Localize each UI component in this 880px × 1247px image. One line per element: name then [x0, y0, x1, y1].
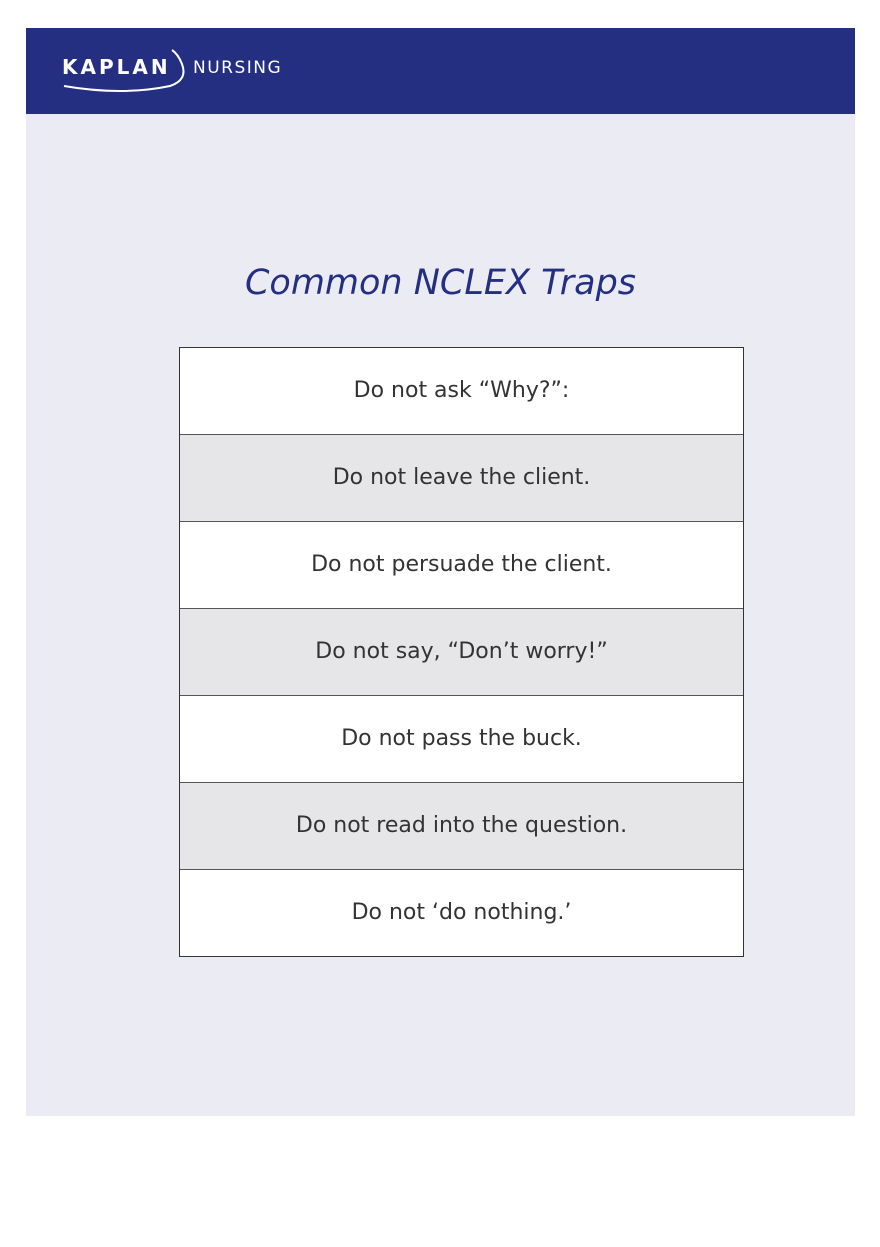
header-bar: [26, 28, 855, 114]
trap-row: Do not say, “Don’t worry!”: [180, 608, 743, 695]
page-panel: [26, 28, 855, 1116]
logo-swoosh-icon: [62, 50, 192, 94]
logo-sub: NURSING: [193, 58, 283, 78]
trap-row: Do not persuade the client.: [180, 521, 743, 608]
logo-brand: KAPLAN: [62, 55, 171, 79]
trap-row: Do not ask “Why?”:: [353, 378, 570, 403]
trap-row: Do not pass the buck.: [180, 695, 743, 782]
traps-table: [179, 347, 744, 957]
trap-row: Do not leave the client.: [180, 434, 743, 521]
trap-row: Do not read into the question.: [180, 782, 743, 869]
page-title: Common NCLEX Traps: [244, 263, 637, 303]
trap-row: Do not ‘do nothing.’: [180, 869, 743, 956]
kaplan-nursing-logo: [62, 50, 302, 94]
